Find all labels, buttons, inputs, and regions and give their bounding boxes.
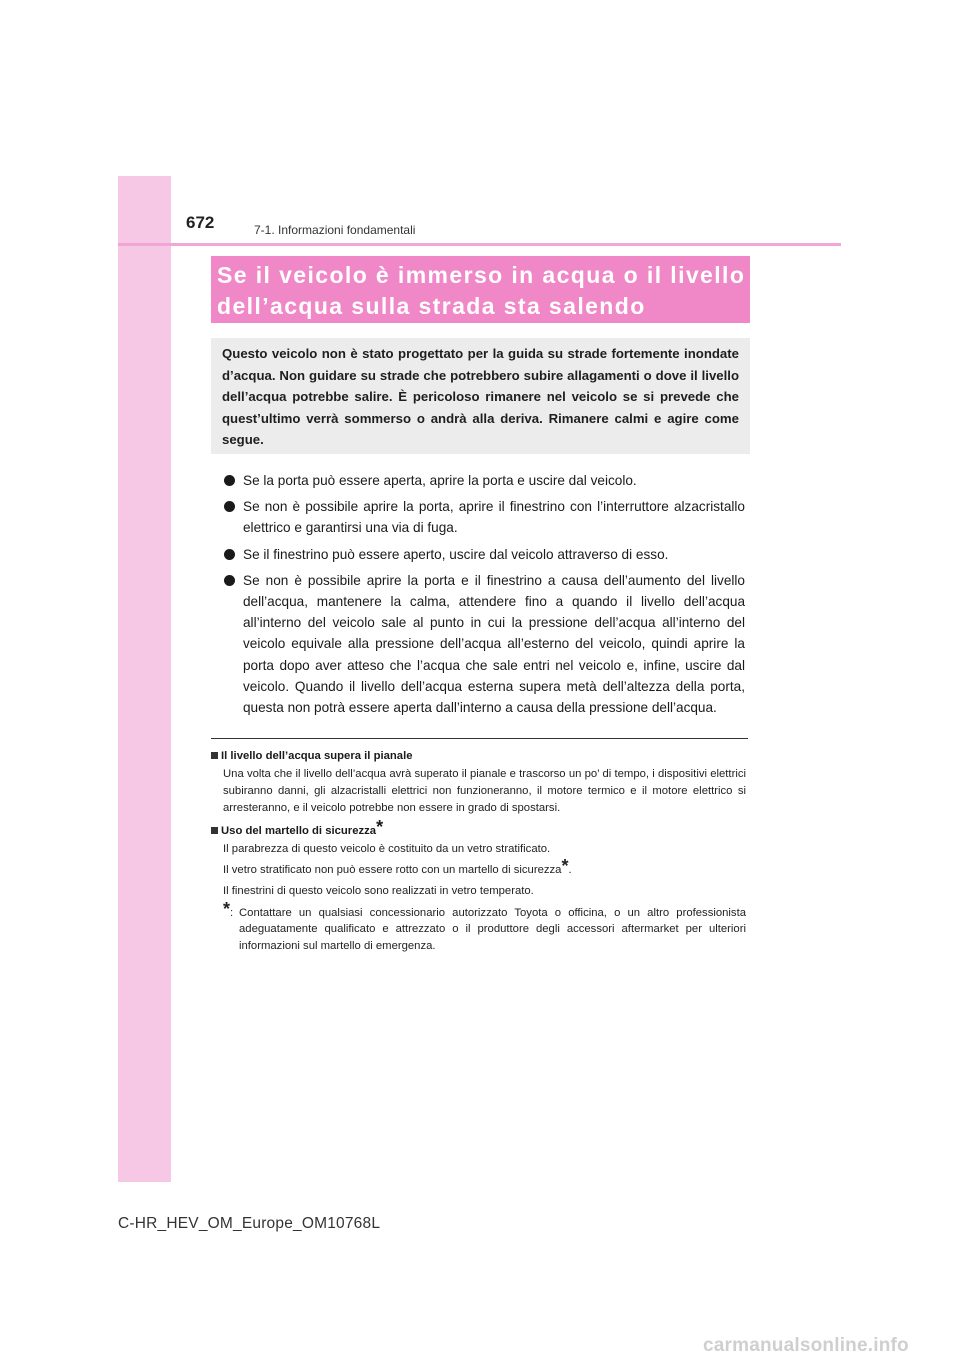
- page-title-line-2: dell’acqua sulla strada sta salendo: [217, 293, 646, 319]
- section-title: 7-1. Informazioni fondamentali: [254, 223, 416, 237]
- note-heading-text: Uso del martello di sicurezza: [221, 825, 377, 838]
- bullet-text: Se la porta può essere aperta, aprire la porta e uscire dal veicolo.: [243, 473, 637, 488]
- asterisk-mark: *: [376, 817, 384, 838]
- note-paragraph: Il parabrezza di questo veicolo è costituito da un vetro stratificato.: [223, 843, 551, 856]
- bullet-item: [224, 570, 745, 718]
- bullet-item: [224, 496, 745, 538]
- bullet-text: Se non è possibile aprire la porta e il finestrino a causa dell’aumento del livello dell’acqua, mantenere la calma, attendere fino a quando il livello dell’acqua all’interno del veicolo sale al punto in cui la pressione dell’acqua all’interno del veicolo equivale alla pressione dell’acqua all’esterno del veicolo, quindi aprire la porta dopo aver atteso che l’acqua che sale entri nel veicolo e, infine, uscire dal veicolo. Quando il livello dell’acqua esterna supera metà dell’altezza della porta, questa non potrà essere aperta dall’interno a causa della pressione dell’acqua.: [243, 572, 745, 716]
- square-bullet-icon: [211, 752, 218, 759]
- side-color-band: [118, 176, 171, 1182]
- bullet-list: [224, 470, 745, 723]
- document-code: C-HR_HEV_OM_Europe_OM10768L: [118, 1215, 381, 1232]
- note-heading-water-level: [211, 748, 746, 764]
- note-heading-hammer: [211, 817, 746, 839]
- note-body-water-level: [211, 766, 746, 816]
- asterisk-mark: *: [561, 856, 569, 877]
- bullet-icon: [224, 575, 235, 586]
- note-heading-text: Il livello dell’acqua supera il pianale: [221, 750, 413, 762]
- bullet-icon: [224, 475, 235, 486]
- watermark: carmanualsonline.info: [703, 1335, 909, 1356]
- footnote-text: Contattare un qualsiasi concessionario autorizzato Toyota o officina, o un altro professionista adeguatamente qualificato e attrezzato o il produttore degli accessori aftermarket per ulteriori informazioni sul martello di emergenza.: [239, 906, 746, 952]
- note-paragraph: [223, 856, 746, 879]
- bullet-icon: [224, 501, 235, 512]
- intro-text: Questo veicolo non è stato progettato per la guida su strade fortemente inondate d’acqua. Non guidare su strade che potrebbero subire allagamenti o dove il livello dell’acqua potrebbe salire. È pericoloso rimanere nel veicolo se si prevede che quest’ultimo verrà sommerso o andrà alla deriva. Rimanere calmi e agire come segue.: [222, 346, 739, 447]
- bullet-icon: [224, 549, 235, 560]
- bullet-item: [224, 470, 745, 491]
- note-paragraph: Il finestrini di questo veicolo sono realizzati in vetro temperato.: [223, 884, 534, 897]
- square-bullet-icon: [211, 827, 218, 834]
- bullet-text: Se il finestrino può essere aperto, uscire dal veicolo attraverso di esso.: [243, 546, 669, 562]
- bullet-text: Se non è possibile aprire la porta, aprire il finestrino con l’interruttore alzacristallo elettrico e garantirsi una via di fuga.: [243, 499, 745, 536]
- note-paragraph: Una volta che il livello dell’acqua avrà superato il pianale e trascorso un po’ di tempo, i dispositivi elettrici subiranno danni, gli alzacristalli elettrici non funzioneranno, il motore termico e il motore elettrico si arresteranno, e il veicolo potrebbe non essere in grado di spostarsi.: [223, 768, 746, 814]
- intro-box: [211, 338, 750, 454]
- header-rule: [118, 243, 841, 246]
- footnote-marker: [223, 898, 234, 921]
- footnote-colon: :: [230, 906, 234, 919]
- bullet-item: [224, 544, 745, 565]
- note-body-hammer: [211, 841, 746, 899]
- asterisk-mark: *: [223, 898, 231, 919]
- page-title: [211, 256, 750, 323]
- notes-section: [211, 748, 746, 954]
- footnote: [211, 898, 746, 954]
- page-title-line-1: Se il veicolo è immerso in acqua o il livello: [217, 262, 746, 288]
- page-number: 672: [186, 213, 215, 232]
- note-paragraph-end: .: [568, 864, 572, 877]
- note-paragraph-text: Il vetro stratificato non può essere rotto con un martello di sicurezza: [223, 864, 562, 877]
- section-divider: [211, 738, 748, 739]
